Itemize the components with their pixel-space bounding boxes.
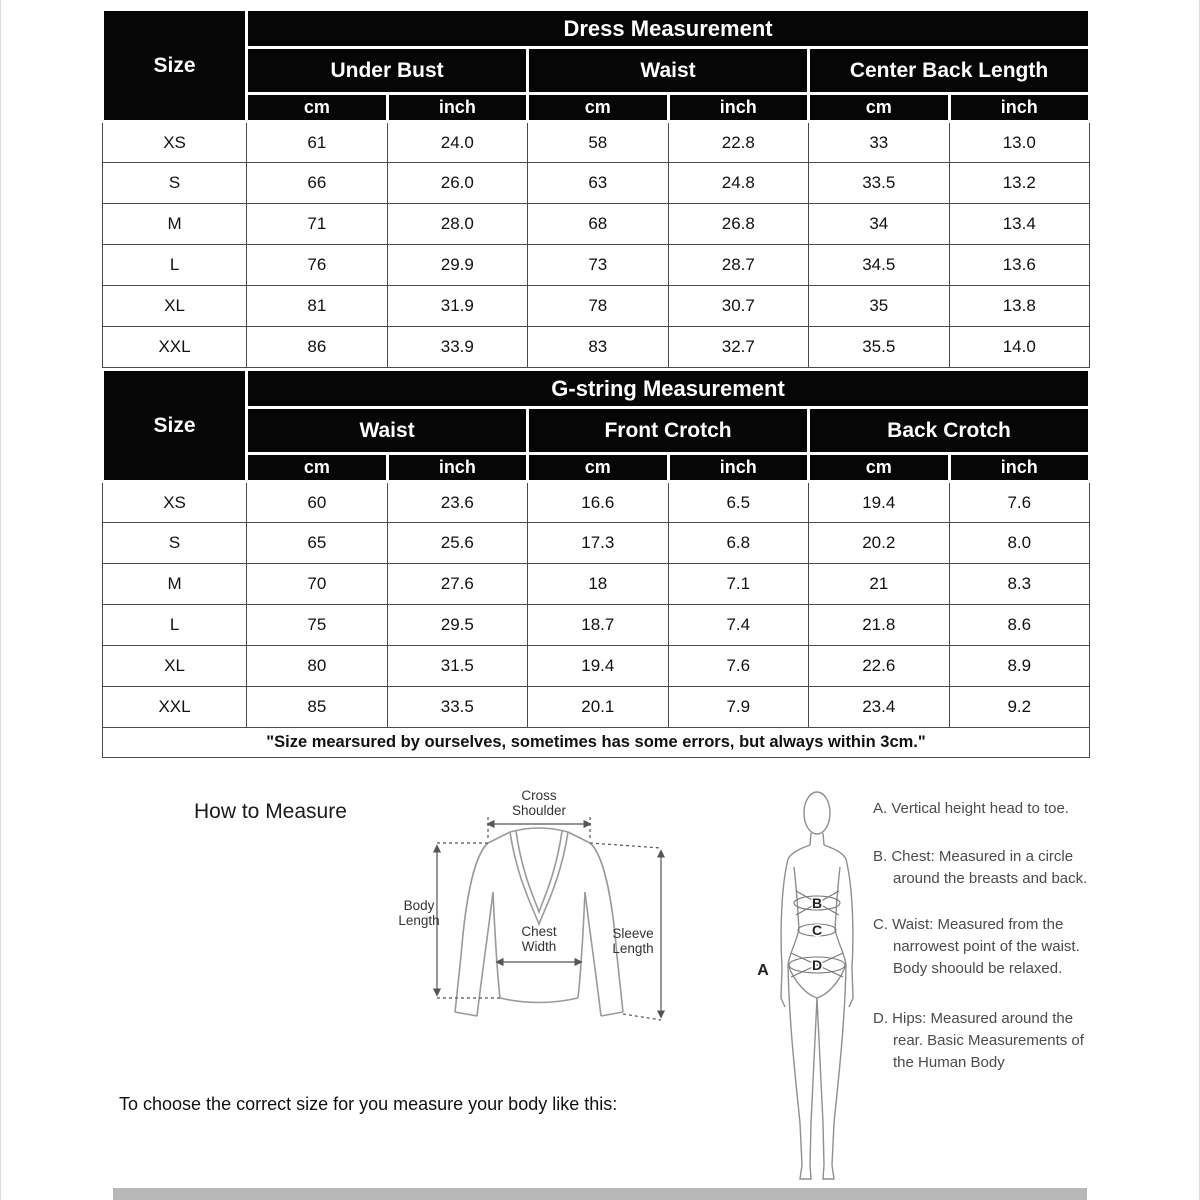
value-cell: 13.4	[949, 204, 1089, 245]
measure-note: A. Vertical height head to toe.	[873, 800, 1069, 817]
value-cell: 35.5	[809, 327, 949, 368]
cross-shoulder-label: Cross Shoulder	[511, 788, 567, 818]
size-column-header: Size	[103, 370, 247, 482]
value-cell: 26.0	[387, 163, 527, 204]
value-cell: 30.7	[668, 286, 808, 327]
value-cell: 7.4	[668, 605, 808, 646]
size-column-header: Size	[103, 10, 247, 122]
table-row	[103, 286, 1090, 327]
table-title-row	[103, 10, 1090, 48]
unit-header: inch	[949, 94, 1089, 122]
size-cell: L	[103, 605, 247, 646]
column-group-header: Center Back Length	[809, 48, 1090, 94]
measure-note: B. Chest: Measured in a circle around the breasts and back.	[873, 848, 1088, 887]
value-cell: 80	[247, 646, 387, 687]
column-group-header: Under Bust	[247, 48, 528, 94]
table-row	[103, 523, 1090, 564]
unit-header: inch	[387, 94, 527, 122]
table-row	[103, 204, 1090, 245]
point-b-label: B	[811, 895, 823, 911]
value-cell: 7.9	[668, 687, 808, 728]
value-cell: 20.2	[809, 523, 949, 564]
value-cell: 9.2	[949, 687, 1089, 728]
unit-header: cm	[809, 454, 949, 482]
value-cell: 25.6	[387, 523, 527, 564]
body-outline	[781, 792, 853, 1179]
value-cell: 32.7	[668, 327, 808, 368]
measurement-arrows	[437, 817, 661, 1020]
unit-header: inch	[668, 454, 808, 482]
measure-note: C. Waist: Measured from the narrowest point of the waist. Body shoould be relaxed.	[873, 916, 1080, 977]
value-cell: 34	[809, 204, 949, 245]
value-cell: 86	[247, 327, 387, 368]
measure-notes	[873, 798, 1091, 1074]
gstring-table-body	[103, 482, 1090, 728]
unit-header: inch	[387, 454, 527, 482]
garment-outline	[455, 828, 623, 1016]
value-cell: 23.6	[387, 482, 527, 523]
value-cell: 33.9	[387, 327, 527, 368]
value-cell: 7.6	[668, 646, 808, 687]
value-cell: 8.9	[949, 646, 1089, 687]
unit-row	[103, 94, 1090, 122]
value-cell: 7.1	[668, 564, 808, 605]
point-a-label: A	[757, 962, 769, 979]
size-cell: XXL	[103, 687, 247, 728]
dress-measurement-table	[101, 8, 1091, 368]
size-cell: S	[103, 523, 247, 564]
size-cell: XL	[103, 286, 247, 327]
unit-header: cm	[528, 94, 668, 122]
value-cell: 16.6	[528, 482, 668, 523]
value-cell: 81	[247, 286, 387, 327]
value-cell: 13.0	[949, 122, 1089, 163]
value-cell: 85	[247, 687, 387, 728]
value-cell: 8.3	[949, 564, 1089, 605]
value-cell: 33.5	[809, 163, 949, 204]
value-cell: 24.8	[668, 163, 808, 204]
value-cell: 78	[528, 286, 668, 327]
table-row	[103, 327, 1090, 368]
unit-header: cm	[528, 454, 668, 482]
table-row	[103, 245, 1090, 286]
body-figure-diagram	[751, 783, 881, 1193]
value-cell: 18.7	[528, 605, 668, 646]
size-cell: S	[103, 163, 247, 204]
point-c-label: C	[811, 922, 823, 938]
value-cell: 75	[247, 605, 387, 646]
value-cell: 23.4	[809, 687, 949, 728]
dress-table-body	[103, 122, 1090, 368]
table-row	[103, 122, 1090, 163]
value-cell: 58	[528, 122, 668, 163]
body-length-label: Body Length	[398, 898, 440, 928]
column-group-header: Waist	[247, 408, 528, 454]
size-cell: XS	[103, 482, 247, 523]
value-cell: 29.9	[387, 245, 527, 286]
value-cell: 6.5	[668, 482, 808, 523]
column-group-header: Waist	[528, 48, 809, 94]
table-row	[103, 564, 1090, 605]
footnote-row	[103, 728, 1090, 758]
unit-header: cm	[247, 454, 387, 482]
value-cell: 34.5	[809, 245, 949, 286]
value-cell: 31.5	[387, 646, 527, 687]
table-row	[103, 646, 1090, 687]
value-cell: 33	[809, 122, 949, 163]
size-cell: XL	[103, 646, 247, 687]
table-title: Dress Measurement	[247, 10, 1090, 48]
value-cell: 6.8	[668, 523, 808, 564]
size-cell: XS	[103, 122, 247, 163]
value-cell: 29.5	[387, 605, 527, 646]
garment-measure-diagram	[389, 786, 699, 1086]
value-cell: 21	[809, 564, 949, 605]
value-cell: 60	[247, 482, 387, 523]
value-cell: 17.3	[528, 523, 668, 564]
column-group-header: Front Crotch	[528, 408, 809, 454]
value-cell: 83	[528, 327, 668, 368]
value-cell: 68	[528, 204, 668, 245]
value-cell: 70	[247, 564, 387, 605]
value-cell: 73	[528, 245, 668, 286]
table-title: G-string Measurement	[247, 370, 1090, 408]
column-group-header: Back Crotch	[809, 408, 1090, 454]
size-charts	[101, 8, 1091, 758]
value-cell: 13.6	[949, 245, 1089, 286]
value-cell: 8.0	[949, 523, 1089, 564]
table-row	[103, 605, 1090, 646]
value-cell: 8.6	[949, 605, 1089, 646]
unit-row	[103, 454, 1090, 482]
bottom-crop-bar	[113, 1188, 1087, 1200]
measure-note: D. Hips: Measured around the rear. Basic Measurements of the Human Body	[873, 1010, 1084, 1071]
unit-header: inch	[949, 454, 1089, 482]
value-cell: 27.6	[387, 564, 527, 605]
unit-header: cm	[247, 94, 387, 122]
value-cell: 21.8	[809, 605, 949, 646]
unit-header: cm	[809, 94, 949, 122]
sleeve-length-label: Sleeve Length	[612, 926, 654, 956]
size-cell: L	[103, 245, 247, 286]
table-title-row	[103, 370, 1090, 408]
value-cell: 24.0	[387, 122, 527, 163]
value-cell: 20.1	[528, 687, 668, 728]
measurement-disclaimer: "Size mearsured by ourselves, sometimes has some errors, but always within 3cm."	[103, 728, 1090, 758]
value-cell: 19.4	[809, 482, 949, 523]
value-cell: 26.8	[668, 204, 808, 245]
table-row	[103, 687, 1090, 728]
value-cell: 28.7	[668, 245, 808, 286]
size-cell: M	[103, 204, 247, 245]
gstring-measurement-table	[101, 368, 1091, 758]
value-cell: 71	[247, 204, 387, 245]
value-cell: 18	[528, 564, 668, 605]
value-cell: 7.6	[949, 482, 1089, 523]
value-cell: 66	[247, 163, 387, 204]
size-cell: M	[103, 564, 247, 605]
value-cell: 19.4	[528, 646, 668, 687]
unit-header: inch	[668, 94, 808, 122]
value-cell: 22.6	[809, 646, 949, 687]
size-cell: XXL	[103, 327, 247, 368]
value-cell: 13.2	[949, 163, 1089, 204]
value-cell: 61	[247, 122, 387, 163]
how-to-measure-title: How to Measure	[194, 800, 347, 823]
value-cell: 22.8	[668, 122, 808, 163]
value-cell: 13.8	[949, 286, 1089, 327]
value-cell: 35	[809, 286, 949, 327]
value-cell: 14.0	[949, 327, 1089, 368]
value-cell: 76	[247, 245, 387, 286]
point-d-label: D	[811, 957, 823, 973]
table-row	[103, 482, 1090, 523]
value-cell: 31.9	[387, 286, 527, 327]
value-cell: 28.0	[387, 204, 527, 245]
column-group-row	[103, 48, 1090, 94]
column-group-row	[103, 408, 1090, 454]
chest-width-label: Chest Width	[521, 924, 557, 954]
value-cell: 63	[528, 163, 668, 204]
value-cell: 65	[247, 523, 387, 564]
table-row	[103, 163, 1090, 204]
value-cell: 33.5	[387, 687, 527, 728]
measure-instruction: To choose the correct size for you measure your body like this:	[119, 1094, 618, 1114]
